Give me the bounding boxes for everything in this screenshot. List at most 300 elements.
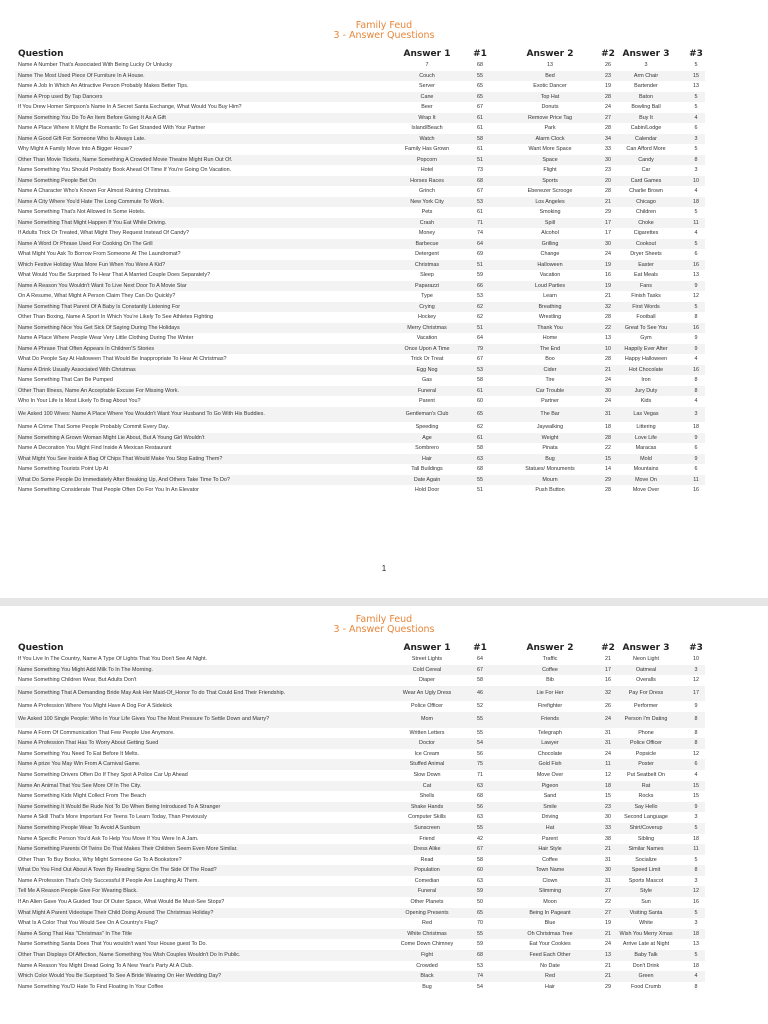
cell-answer-3: Phone bbox=[638, 729, 654, 736]
cell-question: Name Something Children Wear, But Adults Don't bbox=[18, 677, 137, 684]
cell-answer-1: Gas bbox=[422, 377, 432, 383]
cell-count-1: 59 bbox=[477, 941, 483, 948]
cell-answer-2: Lawyer bbox=[541, 740, 559, 747]
cell-answer-1: Hair bbox=[422, 455, 432, 462]
table-row bbox=[15, 886, 705, 897]
cell-answer-1: Type bbox=[421, 293, 433, 299]
cell-answer-1: Crash bbox=[419, 219, 435, 226]
cell-count-3: 18 bbox=[693, 962, 699, 969]
cell-count-3: 8 bbox=[694, 729, 698, 736]
cell-question: Name A Profession That Has To Worry About Getting Sued bbox=[18, 740, 159, 747]
cell-count-3: 8 bbox=[694, 314, 698, 320]
cell-count-2: 21 bbox=[605, 293, 611, 299]
cell-answer-2: Move Over bbox=[536, 771, 564, 778]
cell-answer-1: Barbecue bbox=[415, 240, 439, 247]
cell-count-1: 54 bbox=[477, 983, 483, 990]
cell-answer-2: Smoking bbox=[539, 209, 561, 215]
cell-count-2: 21 bbox=[605, 973, 611, 980]
cell-answer-1: Cane bbox=[420, 93, 434, 100]
cell-count-3: 5 bbox=[694, 104, 698, 110]
cell-count-1: 64 bbox=[477, 240, 483, 247]
cell-answer-2: Statues/ Monuments bbox=[525, 466, 575, 472]
cell-count-3: 18 bbox=[693, 198, 699, 205]
cell-answer-1: Sombrero bbox=[415, 445, 439, 451]
cell-answer-3: Poster bbox=[638, 761, 654, 768]
cell-answer-2: Flight bbox=[543, 167, 557, 173]
header-count-2: #2 bbox=[601, 49, 615, 59]
cell-answer-2: Grilling bbox=[541, 240, 559, 247]
cell-count-1: 62 bbox=[477, 424, 483, 430]
cell-count-3: 5 bbox=[694, 824, 698, 831]
cell-count-1: 56 bbox=[477, 803, 483, 810]
cell-count-2: 21 bbox=[605, 366, 611, 373]
cell-question: What Might A Parent Videotape Their Child Doing Around The Christmas Holiday? bbox=[18, 909, 214, 916]
cell-count-3: 4 bbox=[694, 230, 698, 236]
questions-table bbox=[15, 641, 705, 992]
cell-answer-3: Sun bbox=[641, 899, 651, 906]
cell-count-1: 51 bbox=[477, 261, 483, 268]
cell-question: Other Than To Buy Books, Why Might Someone Go To A Bookstore? bbox=[18, 856, 182, 863]
cell-count-2: 28 bbox=[605, 125, 611, 131]
cell-answer-1: Server bbox=[419, 83, 435, 89]
table-row bbox=[15, 396, 705, 407]
cell-question: Which Color Would You Be Surprised To See A Bride Wearing On Her Wedding Day? bbox=[18, 973, 222, 980]
table-row bbox=[15, 454, 705, 465]
cell-question: Name Something It Would Be Rude Not To Do When Being Introduced To A Stranger bbox=[18, 803, 221, 810]
cell-answer-2: Car Trouble bbox=[535, 387, 565, 394]
cell-answer-3: Arrive Late at Night bbox=[622, 941, 670, 948]
table-row bbox=[15, 908, 705, 919]
cell-count-2: 33 bbox=[605, 824, 611, 831]
cell-answer-2: Alcohol bbox=[541, 230, 559, 236]
cell-count-3: 5 bbox=[694, 146, 698, 152]
cell-count-2: 19 bbox=[605, 282, 611, 289]
cell-question: Name Something Drivers Often Do If They Spot A Police Car Up Ahead bbox=[18, 771, 188, 778]
header-count-1: #1 bbox=[473, 643, 487, 653]
cell-question: Name A Specific Person You'd Ask To Help You Move If You Were In A Jam. bbox=[18, 835, 199, 842]
cell-question: Name Something That A Demanding Bride May Ask Her Maid-Of_Honor To do That Could End Their Friendship. bbox=[18, 689, 286, 696]
table-row bbox=[15, 812, 705, 823]
cell-question: Name Something Considerate That People Often Do For You In An Elevator bbox=[18, 487, 199, 493]
cell-answer-2: Slimming bbox=[538, 888, 562, 895]
table-row bbox=[15, 855, 705, 866]
table-row bbox=[15, 876, 705, 887]
cell-count-1: 55 bbox=[477, 824, 483, 831]
cell-answer-2: Hair bbox=[545, 983, 555, 990]
cell-answer-1: Cat bbox=[422, 782, 432, 789]
cell-answer-3: Happy Halloween bbox=[624, 356, 668, 362]
cell-count-2: 23 bbox=[605, 72, 611, 79]
cell-question: If Adults Trick Or Treated, What Might They Request Instead Of Candy? bbox=[18, 230, 189, 236]
cell-count-2: 18 bbox=[605, 424, 611, 430]
table-row bbox=[15, 71, 705, 82]
cell-answer-1: Pets bbox=[421, 209, 433, 215]
cell-answer-1: Mom bbox=[421, 715, 433, 722]
cell-question: Other Than Boxing, Name A Sport In Which You're Likely To See Athletes Fighting bbox=[18, 314, 214, 320]
cell-answer-2: Parent bbox=[542, 835, 558, 842]
cell-answer-3: Bowling Ball bbox=[631, 104, 661, 110]
cell-count-2: 22 bbox=[605, 324, 611, 331]
cell-answer-1: Trick Or Treat bbox=[410, 356, 444, 362]
cell-answer-3: Choke bbox=[638, 219, 654, 226]
cell-answer-2: Vacation bbox=[539, 272, 561, 278]
cell-question: Name Something That Might Happen If You Eat While Driving. bbox=[18, 219, 167, 226]
cell-count-2: 32 bbox=[605, 303, 611, 310]
table-row bbox=[15, 781, 705, 792]
cell-answer-1: Fight bbox=[421, 952, 433, 959]
cell-answer-2: Pinata bbox=[542, 445, 558, 451]
cell-answer-2: Driving bbox=[541, 814, 559, 821]
cell-question: Name A Crime That Some People Probably Commit Every Day. bbox=[18, 424, 170, 430]
cell-count-2: 28 bbox=[605, 93, 611, 100]
table-row bbox=[15, 123, 705, 134]
cell-question: Other Than Movie Tickets, Name Something A Crowded Movie Theatre Might Run Out Of. bbox=[18, 156, 233, 163]
cell-answer-1: Wear An Ugly Dress bbox=[402, 689, 452, 696]
cell-count-1: 68 bbox=[477, 466, 483, 472]
cell-question: If You Drew Homer Simpson's Name In A Secret Santa Exchange, What Would You Buy Him? bbox=[18, 104, 242, 110]
cell-count-1: 52 bbox=[477, 703, 483, 710]
cell-answer-3: Wish You Merry Xmas bbox=[619, 930, 673, 937]
cell-count-2: 22 bbox=[605, 445, 611, 451]
cell-question: Name A Place Where People Wear Very Little Clothing During The Winter bbox=[18, 335, 194, 341]
cell-count-2: 24 bbox=[605, 750, 611, 757]
table-row bbox=[15, 749, 705, 760]
cell-count-2: 28 bbox=[605, 314, 611, 320]
cell-answer-3: Children bbox=[635, 209, 657, 215]
cell-answer-3: Kids bbox=[640, 398, 652, 404]
table-row bbox=[15, 823, 705, 834]
cell-answer-2: 13 bbox=[547, 62, 553, 68]
cell-count-3: 5 bbox=[694, 303, 698, 310]
cell-count-3: 9 bbox=[694, 455, 698, 462]
cell-count-3: 3 bbox=[694, 410, 698, 417]
table-row bbox=[15, 323, 705, 334]
cell-question: Name A Decoration You Might Find Inside A Mexican Restaurant bbox=[18, 445, 172, 451]
cell-answer-3: Chicago bbox=[636, 198, 656, 205]
table-row bbox=[15, 218, 705, 229]
cell-count-1: 61 bbox=[477, 209, 483, 215]
cell-answer-1: Egg Nog bbox=[416, 366, 438, 373]
cell-answer-1: Doctor bbox=[419, 740, 435, 747]
cell-answer-2: Breathing bbox=[538, 303, 562, 310]
table-header bbox=[15, 47, 705, 60]
cell-answer-2: Smile bbox=[543, 803, 557, 810]
table-row bbox=[15, 260, 705, 271]
cell-answer-2: Traffic bbox=[542, 656, 558, 662]
cell-answer-2: Partner bbox=[541, 398, 559, 404]
cell-answer-2: Donuts bbox=[541, 104, 559, 110]
cell-count-3: 5 bbox=[694, 952, 698, 959]
cell-answer-2: The End bbox=[539, 345, 561, 352]
cell-question: Name Something That's Not Allowed In Some Hotels. bbox=[18, 209, 146, 215]
cell-count-3: 6 bbox=[694, 125, 698, 131]
table-row bbox=[15, 485, 705, 496]
cell-question: Name A Place Where It Might Be Romantic To Get Stranded With Your Partner bbox=[18, 125, 206, 131]
cell-answer-3: Jury Duty bbox=[634, 387, 658, 394]
cell-answer-1: Bug bbox=[422, 983, 432, 990]
cell-answer-3: Great To See You bbox=[624, 324, 668, 331]
cell-question: Name A Character Who's Known For Almost Ruining Christmas. bbox=[18, 188, 171, 194]
cell-answer-1: Other Planets bbox=[410, 899, 444, 906]
cell-question: Which Festive Holiday Was More Fun When You Were A Kid? bbox=[18, 261, 166, 268]
cell-answer-1: Shells bbox=[419, 793, 435, 800]
cell-answer-2: Bed bbox=[545, 72, 555, 79]
cell-answer-3: Littering bbox=[636, 424, 656, 430]
cell-answer-3: Baton bbox=[638, 93, 654, 100]
cell-answer-2: Push Button bbox=[535, 487, 565, 493]
cell-count-1: 59 bbox=[477, 272, 483, 278]
cell-count-1: 61 bbox=[477, 434, 483, 441]
table-row bbox=[15, 144, 705, 155]
table-row bbox=[15, 422, 705, 433]
cell-answer-1: Shake Hands bbox=[410, 803, 444, 810]
table-row bbox=[15, 176, 705, 187]
cell-count-1: 73 bbox=[477, 167, 483, 173]
cell-count-1: 60 bbox=[477, 398, 483, 404]
table-row bbox=[15, 228, 705, 239]
cell-answer-1: Horses Races bbox=[410, 177, 444, 184]
cell-count-2: 30 bbox=[605, 387, 611, 394]
cell-count-1: 63 bbox=[477, 455, 483, 462]
cell-answer-3: Maracas bbox=[635, 445, 657, 451]
cell-question: Who In Your Life Is Most Likely To Brag About You? bbox=[18, 398, 141, 404]
cell-question: If An Alien Gave You A Guided Tour Of Outer Space, What Would Be Must-See Stops? bbox=[18, 899, 225, 906]
cell-answer-2: Mourn bbox=[542, 476, 558, 483]
cell-count-1: 71 bbox=[477, 771, 483, 778]
table-row bbox=[15, 186, 705, 197]
cell-count-2: 28 bbox=[605, 434, 611, 441]
cell-answer-2: Blue bbox=[544, 920, 556, 927]
cell-count-3: 4 bbox=[694, 356, 698, 362]
cell-answer-3: 3 bbox=[644, 62, 648, 68]
cell-answer-1: Dress Alike bbox=[413, 846, 441, 853]
header-answer-1: Answer 1 bbox=[403, 49, 451, 59]
cell-count-2: 10 bbox=[605, 345, 611, 352]
cell-answer-3: Move On bbox=[635, 476, 657, 483]
cell-answer-1: Merry Christmas bbox=[407, 324, 447, 331]
cell-answer-2: Alarm Clock bbox=[535, 135, 565, 142]
table-header bbox=[15, 641, 705, 654]
cell-count-2: 28 bbox=[605, 356, 611, 362]
cell-answer-2: Want More Space bbox=[528, 146, 572, 152]
cell-count-1: 64 bbox=[477, 656, 483, 662]
table-row bbox=[15, 675, 705, 686]
cell-count-3: 5 bbox=[694, 240, 698, 247]
cell-count-1: 71 bbox=[477, 219, 483, 226]
cell-answer-2: Gold Fish bbox=[538, 761, 562, 768]
cell-count-1: 58 bbox=[477, 856, 483, 863]
cell-answer-3: Buy It bbox=[639, 114, 653, 121]
cell-count-2: 24 bbox=[605, 715, 611, 722]
cell-answer-3: First Words bbox=[632, 303, 660, 310]
cell-count-1: 54 bbox=[477, 740, 483, 747]
cell-answer-3: Mold bbox=[640, 455, 652, 462]
table-row bbox=[15, 961, 705, 972]
cell-count-3: 5 bbox=[694, 909, 698, 916]
cell-count-2: 17 bbox=[605, 666, 611, 673]
cell-count-3: 5 bbox=[694, 209, 698, 215]
table-row bbox=[15, 81, 705, 92]
cell-count-2: 23 bbox=[605, 803, 611, 810]
cell-count-3: 15 bbox=[693, 72, 699, 79]
cell-answer-1: Funeral bbox=[417, 888, 437, 895]
cell-count-3: 3 bbox=[694, 814, 698, 821]
cell-count-2: 38 bbox=[605, 835, 611, 842]
questions-table bbox=[15, 47, 705, 496]
cell-answer-2: The Bar bbox=[540, 410, 560, 417]
cell-count-3: 11 bbox=[693, 846, 699, 853]
cell-question: Name A Reason You Might Dread Going To A New Year's Party At A Club. bbox=[18, 962, 194, 969]
cell-count-3: 16 bbox=[693, 366, 699, 373]
cell-answer-2: Learn bbox=[543, 293, 557, 299]
cell-answer-1: Watch bbox=[419, 135, 435, 142]
cell-answer-2: No Date bbox=[540, 962, 560, 969]
cell-count-1: 53 bbox=[477, 198, 483, 205]
cell-answer-2: Bib bbox=[546, 677, 554, 684]
cell-count-2: 16 bbox=[605, 677, 611, 684]
cell-answer-1: Computer Skills bbox=[408, 814, 446, 821]
cell-answer-2: Remove Price Tag bbox=[528, 114, 572, 121]
cell-answer-3: Love Life bbox=[635, 434, 657, 441]
cell-answer-3: Candy bbox=[638, 156, 654, 163]
cell-answer-3: Popsicle bbox=[635, 750, 657, 757]
cell-count-1: 58 bbox=[477, 445, 483, 451]
cell-count-3: 18 bbox=[693, 424, 699, 430]
cell-answer-2: Halloween bbox=[537, 261, 563, 268]
cell-answer-3: Overalls bbox=[636, 677, 656, 684]
table-row bbox=[15, 113, 705, 124]
cell-count-1: 63 bbox=[477, 877, 483, 884]
cell-count-3: 8 bbox=[694, 156, 698, 163]
header-answer-2: Answer 2 bbox=[526, 643, 574, 653]
cell-count-1: 55 bbox=[477, 72, 483, 79]
cell-answer-2: Feed Each Other bbox=[529, 952, 571, 959]
cell-question: Name A City Where You'd Hate The Long Commute To Work. bbox=[18, 198, 165, 205]
cell-count-1: 56 bbox=[477, 750, 483, 757]
cell-count-1: 58 bbox=[477, 377, 483, 383]
header-answer-2: Answer 2 bbox=[526, 49, 574, 59]
cell-answer-3: Iron bbox=[641, 377, 651, 383]
cell-question: Name Something You Should Probably Book Ahead Of Time If You're Going On Vacation. bbox=[18, 167, 232, 173]
cell-answer-1: Hold Door bbox=[414, 487, 440, 493]
header-count-3: #3 bbox=[689, 49, 703, 59]
cell-answer-3: Style bbox=[640, 888, 652, 895]
cell-question: Name A Good Gift For Someone Who Is Always Late. bbox=[18, 135, 146, 142]
cell-answer-2: Oh Christmas Tree bbox=[527, 930, 573, 937]
cell-answer-2: Wrestling bbox=[538, 314, 562, 320]
cell-count-1: 68 bbox=[477, 62, 483, 68]
cell-answer-2: Pigeon bbox=[541, 782, 559, 789]
cell-answer-3: Sports Mascot bbox=[628, 877, 664, 884]
table-row bbox=[15, 407, 705, 423]
cell-answer-1: Ice Cream bbox=[414, 750, 440, 757]
table-row bbox=[15, 92, 705, 103]
cell-answer-2: Sports bbox=[542, 177, 558, 184]
header-answer-3: Answer 3 bbox=[622, 643, 670, 653]
cell-answer-3: Cigarettes bbox=[633, 230, 659, 236]
cell-count-3: 16 bbox=[693, 261, 699, 268]
cell-answer-1: Opening Presents bbox=[405, 909, 449, 916]
cell-count-2: 21 bbox=[605, 198, 611, 205]
cell-count-1: 66 bbox=[477, 282, 483, 289]
cell-count-1: 61 bbox=[477, 387, 483, 394]
cell-count-1: 67 bbox=[477, 666, 483, 673]
cell-count-1: 62 bbox=[477, 314, 483, 320]
cell-question: Name Something Santa Does That You wouldn't want Your House guest To Do. bbox=[18, 941, 208, 948]
cell-answer-3: Similar Names bbox=[628, 846, 664, 853]
cell-count-3: 15 bbox=[693, 782, 699, 789]
cell-count-1: 53 bbox=[477, 293, 483, 299]
cell-question: Name A Profession Where You Might Have A Dog For A Sidekick bbox=[18, 703, 173, 710]
cell-count-1: 75 bbox=[477, 761, 483, 768]
cell-answer-3: Oatmeal bbox=[635, 666, 657, 673]
cell-answer-2: Clown bbox=[542, 877, 558, 884]
cell-answer-1: Written Letters bbox=[409, 729, 445, 736]
cell-answer-1: Popcorn bbox=[416, 156, 438, 163]
cell-answer-3: Neon Light bbox=[632, 656, 660, 662]
cell-answer-1: Crying bbox=[419, 303, 435, 310]
cell-question: What Might You See Inside A Bag Of Chips That Would Make You Stop Eating Them? bbox=[18, 455, 223, 462]
cell-count-1: 42 bbox=[477, 835, 483, 842]
document-subtitle: 3 - Answer Questions bbox=[333, 30, 435, 41]
table-row bbox=[15, 791, 705, 802]
cell-count-1: 65 bbox=[477, 909, 483, 916]
cell-answer-1: Stuffed Animal bbox=[409, 761, 445, 768]
cell-question: Name A Number That's Associated With Being Lucky Or Unlucky bbox=[18, 62, 173, 68]
cell-answer-2: Hat bbox=[545, 824, 555, 831]
cell-question: On A Resume, What Might A Person Claim They Can Do Quickly? bbox=[18, 293, 176, 299]
cell-count-3: 11 bbox=[693, 219, 699, 226]
table-row bbox=[15, 165, 705, 176]
table-row bbox=[15, 844, 705, 855]
table-row bbox=[15, 929, 705, 940]
cell-answer-1: New York City bbox=[410, 198, 444, 205]
cell-count-3: 5 bbox=[694, 62, 698, 68]
table-row bbox=[15, 865, 705, 876]
cell-count-3: 10 bbox=[693, 177, 699, 184]
cell-question: Tell Me A Reason People Give For Wearing Black. bbox=[18, 888, 138, 895]
cell-count-2: 27 bbox=[605, 909, 611, 916]
cell-count-3: 3 bbox=[694, 920, 698, 927]
cell-answer-3: Mountains bbox=[633, 466, 659, 472]
cell-answer-2: Firefighter bbox=[537, 703, 563, 710]
cell-count-2: 15 bbox=[605, 793, 611, 800]
cell-count-3: 15 bbox=[693, 793, 699, 800]
cell-count-1: 58 bbox=[477, 677, 483, 684]
document-title: Family Feud bbox=[355, 614, 413, 625]
cell-answer-2: Moon bbox=[543, 899, 557, 906]
table-row bbox=[15, 728, 705, 739]
cell-count-2: 31 bbox=[605, 856, 611, 863]
cell-answer-2: Bug bbox=[545, 455, 555, 462]
cell-count-2: 29 bbox=[605, 476, 611, 483]
cell-question: Name A Profession That's Only Successful If People Are Laughing At Them. bbox=[18, 877, 199, 884]
cell-answer-1: Black bbox=[420, 973, 434, 980]
cell-answer-3: Happily Ever After bbox=[624, 345, 668, 352]
cell-answer-2: Hair Style bbox=[538, 846, 562, 853]
cell-count-1: 53 bbox=[477, 962, 483, 969]
cell-question: Name Something That Parent Of A Baby Is Constantly Listening For bbox=[18, 303, 181, 310]
cell-answer-2: Sand bbox=[543, 793, 557, 800]
table-row bbox=[15, 102, 705, 113]
cell-count-3: 9 bbox=[694, 703, 698, 710]
cell-question: Name Something Tourists Point Up At bbox=[18, 466, 109, 472]
table-row bbox=[15, 386, 705, 397]
cell-count-2: 28 bbox=[605, 188, 611, 194]
table-row bbox=[15, 982, 705, 993]
cell-count-2: 18 bbox=[605, 782, 611, 789]
cell-answer-1: Gentleman's Club bbox=[405, 410, 449, 417]
